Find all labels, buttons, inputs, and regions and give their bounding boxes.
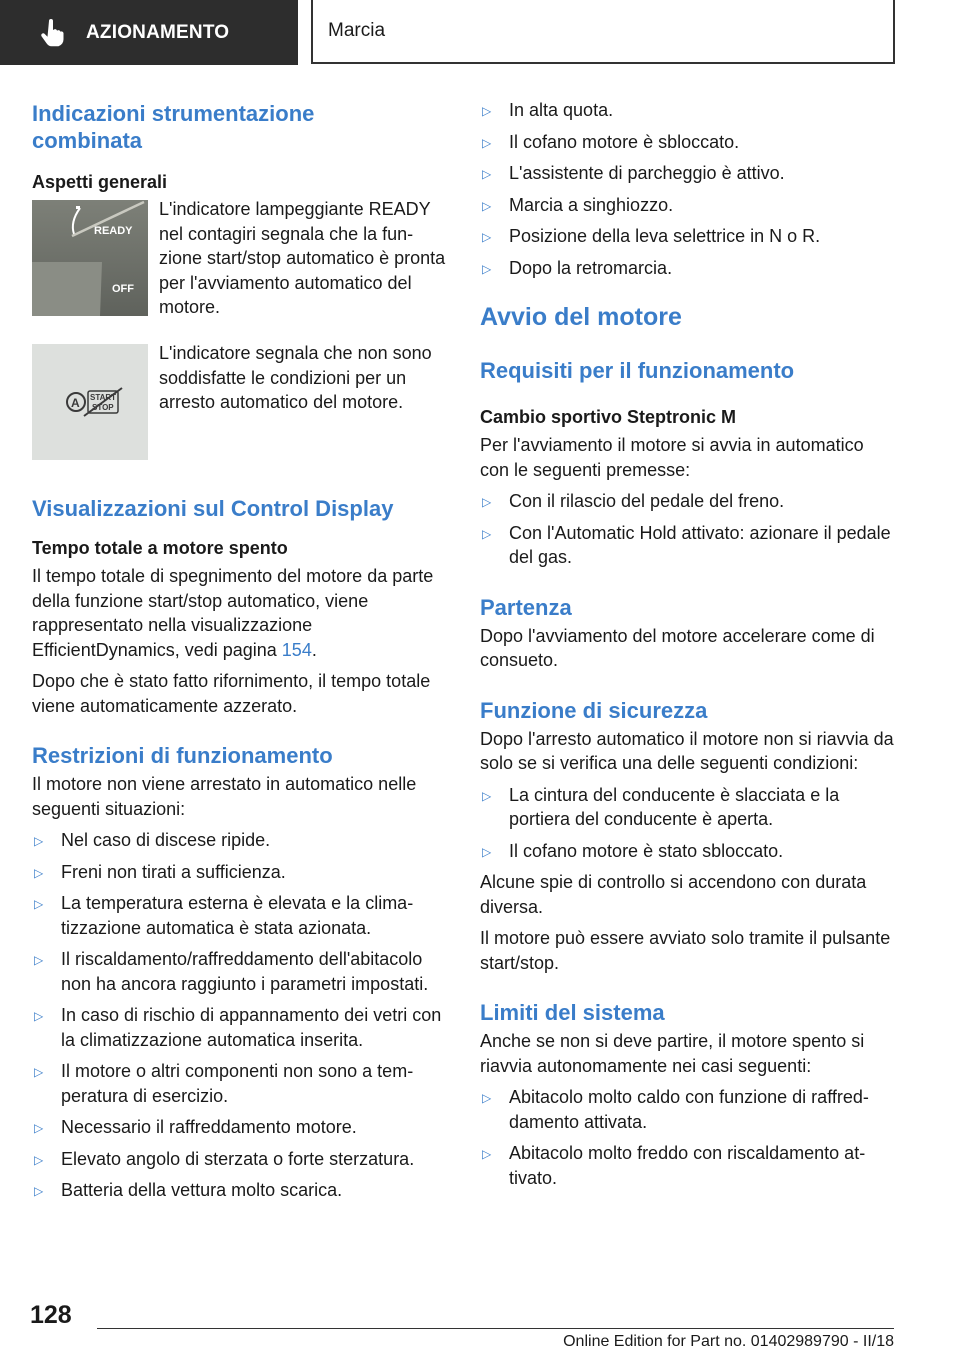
triangle-bullet-icon: ▷ <box>34 1009 44 1023</box>
list-item: ▷ Il riscaldamento/raffreddamento dell'abitacolo non ha ancora raggiunto i parametri impostati. <box>34 949 429 994</box>
heading-requisiti: Requisiti per il funzionamento <box>480 358 795 383</box>
list-situazioni <box>480 98 894 280</box>
list-item: ▷ Marcia a singhiozzo. <box>480 193 894 218</box>
list-item: ▷ Batteria della vettura molto scarica. <box>32 1178 448 1203</box>
footer-divider <box>97 1328 894 1329</box>
ready-description: L'indicatore lampeggiante READY nel contagiri segnala che la funzione start/stop automatico è pronta per l'avviamento automatico del motore. <box>159 199 446 317</box>
list-item: ▷ Abitacolo molto caldo con funzione di raffreddamento attivata. <box>482 1087 869 1132</box>
paragraph-restrizioni: Il motore non viene arrestato in automatico nelle seguenti situazioni: <box>32 774 417 819</box>
heading-sicurezza: Funzione di sicurezza <box>480 697 708 723</box>
heading-restrizioni: Restrizioni di funzionamento <box>32 743 333 768</box>
heading-indicazioni: Indicazioni strumentazione combinata <box>32 101 315 153</box>
triangle-bullet-icon: ▷ <box>34 1184 44 1198</box>
figure-start-stop <box>32 344 448 465</box>
paragraph-cambio: Per l'avviamento il motore si avvia in automatico con le seguenti premesse: <box>480 435 864 480</box>
triangle-bullet-icon: ▷ <box>482 1147 492 1161</box>
list-item: ▷ La temperatura esterna è elevata e la climatizzazione automatica è stata azionata. <box>34 893 414 938</box>
page-number: 128 <box>30 1301 72 1329</box>
paragraph-limiti: Anche se non si deve partire, il motore spento si riavvia autonomamente nei casi seguenti: <box>480 1031 865 1076</box>
chapter-tab <box>311 0 895 64</box>
paragraph-spie: Alcune spie di controllo si accendono con durata diversa. <box>480 872 867 917</box>
list-item: ▷ In alta quota. <box>480 98 894 123</box>
off-label: OFF <box>112 283 134 295</box>
section-title: AZIONAMENTO <box>86 21 230 43</box>
paragraph-tempo-1: Il tempo totale di spegnimento del motore da parte della funzione start/stop automatico, viene rappresentato nella visualizzazione EfficientDynamics, vedi pagina 154. <box>32 566 434 660</box>
heading-limiti: Limiti del sistema <box>480 1000 665 1025</box>
right-column <box>480 98 894 1190</box>
triangle-bullet-icon: ▷ <box>34 1065 44 1079</box>
triangle-bullet-icon: ▷ <box>482 198 492 213</box>
start-stop-indicator-image <box>32 344 148 465</box>
paragraph-sicurezza: Dopo l'arresto automatico il motore non si riavvia da solo se si verifica una delle seguenti condizioni: <box>480 728 894 773</box>
list-restrizioni <box>32 828 448 1203</box>
list-sicurezza <box>480 783 894 864</box>
triangle-bullet-icon: ▷ <box>482 104 492 118</box>
list-item: ▷ Dopo la retromarcia. <box>480 256 894 281</box>
list-item: ▷ L'assistente di parcheggio è attivo. <box>480 161 894 186</box>
list-item: ▷ Elevato angolo di sterzata o forte sterzatura. <box>32 1147 448 1172</box>
list-item: ▷ Il motore o altri componenti non sono a temperatura di esercizio. <box>34 1061 414 1106</box>
paragraph-pulsante: Il motore può essere avviato solo tramite il pulsante start/stop. <box>480 928 891 973</box>
triangle-bullet-icon: ▷ <box>34 865 44 880</box>
triangle-bullet-icon: ▷ <box>482 788 492 803</box>
paragraph-tempo-2: Dopo che è stato fatto rifornimento, il tempo totale viene automaticamente azzerato. <box>32 671 431 716</box>
page-link[interactable]: 154 <box>281 639 312 660</box>
triangle-bullet-icon: ▷ <box>34 1152 44 1167</box>
paragraph-partenza: Dopo l'avviamento del motore accelerare come di consueto. <box>480 625 875 670</box>
list-item: ▷ La cintura del conducente è slacciata e la portiera del conducente è aperta. <box>482 784 840 829</box>
triangle-bullet-icon: ▷ <box>482 261 492 276</box>
triangle-bullet-icon: ▷ <box>482 844 492 859</box>
ready-indicator-image <box>32 200 148 321</box>
auto-a-icon: A <box>71 396 80 410</box>
list-item: ▷ Posizione della leva selettrice in N o R. <box>480 224 894 249</box>
start-stop-description: L'indicatore segnala che non sono soddisfatte le condizioni per un arresto automatico del motore. <box>159 343 432 412</box>
triangle-bullet-icon: ▷ <box>34 834 44 848</box>
triangle-bullet-icon: ▷ <box>482 135 492 150</box>
list-item: ▷ Nel caso di discese ripide. <box>32 828 448 853</box>
list-item: ▷ Con l'Automatic Hold attivato: azionare il pedale del gas. <box>482 522 891 567</box>
triangle-bullet-icon: ▷ <box>34 1121 44 1135</box>
list-item: ▷ Abitacolo molto freddo con riscaldamento attivato. <box>482 1143 866 1188</box>
list-limiti <box>480 1085 894 1190</box>
figure-ready <box>32 200 448 321</box>
triangle-bullet-icon: ▷ <box>482 495 492 509</box>
triangle-bullet-icon: ▷ <box>34 897 44 911</box>
list-item: ▷ Il cofano motore è sbloccato. <box>480 130 894 155</box>
triangle-bullet-icon: ▷ <box>482 526 492 541</box>
list-item: ▷ In caso di rischio di appannamento dei vetri con la climatizzazione automatica inserita. <box>34 1005 442 1050</box>
heading-cambio: Cambio sportivo Steptronic M <box>480 407 737 427</box>
heading-aspetti: Aspetti generali <box>32 172 168 192</box>
list-item: ▷ Freni non tirati a sufficienza. <box>32 860 448 885</box>
triangle-bullet-icon: ▷ <box>34 953 44 967</box>
heading-visualizzazioni: Visualizzazioni sul Control Display <box>32 496 394 521</box>
list-cambio <box>480 489 894 570</box>
heading-avvio: Avvio del motore <box>480 303 682 331</box>
start-label: START <box>90 393 117 402</box>
heading-partenza: Partenza <box>480 594 572 620</box>
triangle-bullet-icon: ▷ <box>482 1091 492 1105</box>
list-item: ▷ Con il rilascio del pedale del freno. <box>480 489 894 514</box>
section-tab <box>0 0 298 65</box>
heading-tempo: Tempo totale a motore spento <box>32 538 288 558</box>
left-column <box>32 100 448 1203</box>
triangle-bullet-icon: ▷ <box>482 230 492 244</box>
list-item: ▷ Necessario il raffreddamento motore. <box>32 1115 448 1140</box>
ready-label: READY <box>94 225 133 237</box>
list-item: ▷ Il cofano motore è stato sbloccato. <box>480 839 894 864</box>
stop-label: STOP <box>92 403 114 412</box>
edition-label: Online Edition for Part no. 01402989790 - II/18 <box>563 1333 894 1350</box>
hand-pointer-icon <box>40 19 66 47</box>
triangle-bullet-icon: ▷ <box>482 167 492 181</box>
chapter-title: Marcia <box>328 20 386 41</box>
